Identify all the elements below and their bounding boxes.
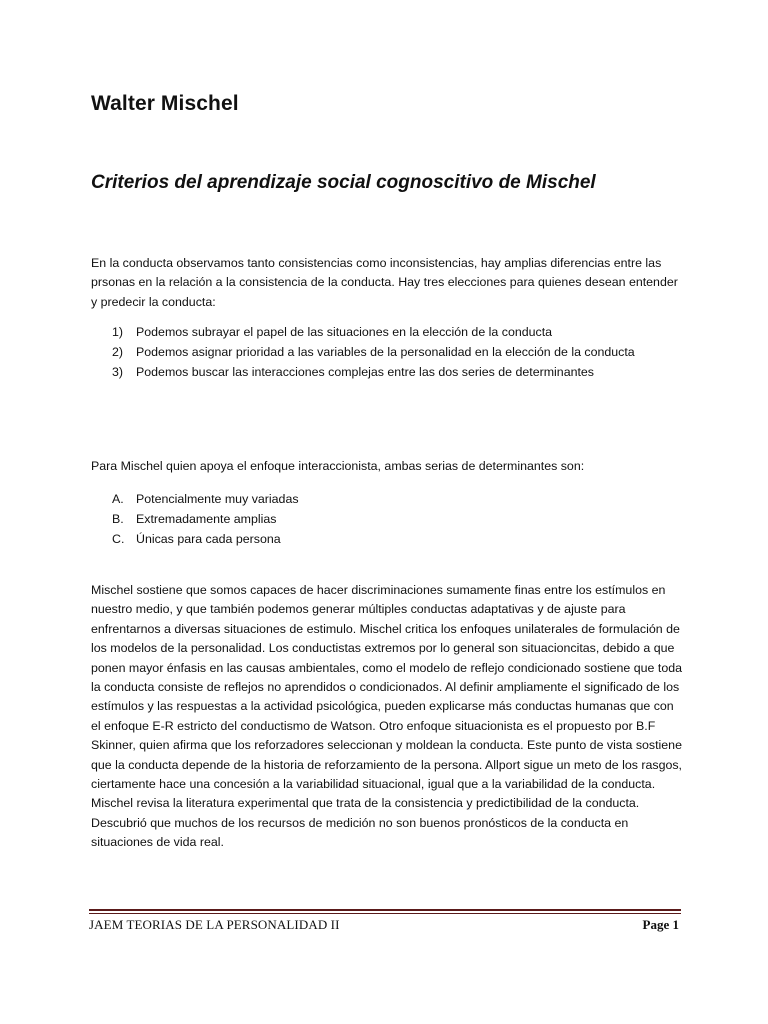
- paragraph-determinants: Para Mischel quien apoya el enfoque interaccionista, ambas serias de determinantes son:: [91, 459, 585, 473]
- list-item-text: Podemos asignar prioridad a las variables de la personalidad en la elección de la conducta: [136, 344, 635, 359]
- footer-divider: [89, 909, 681, 911]
- list-marker: B.: [112, 511, 124, 526]
- footer-divider-thin: [89, 913, 681, 914]
- document-subtitle: Criterios del aprendizaje social cognoscitivo de Mischel: [91, 172, 596, 193]
- numbered-list: [91, 323, 635, 382]
- list-item: [91, 510, 299, 530]
- footer-course-title: JAEM TEORIAS DE LA PERSONALIDAD II: [89, 917, 340, 932]
- list-item: [91, 323, 635, 343]
- list-marker: C.: [112, 531, 125, 546]
- document-title: Walter Mischel: [91, 92, 239, 115]
- list-item: [91, 530, 299, 550]
- list-marker: 3): [112, 364, 124, 379]
- list-item: [91, 343, 635, 363]
- list-item: [91, 363, 635, 383]
- paragraph-intro: En la conducta observamos tanto consistencias como inconsistencias, hay amplias diferencias entre las prsonas en la relación a la consistencia de la conducta. Hay tres elecciones para quienes desean entender y predecir la conducta:: [91, 256, 678, 309]
- list-item-text: Podemos subrayar el papel de las situaciones en la elección de la conducta: [136, 325, 553, 339]
- list-item-text: Podemos buscar las interacciones complejas entre las dos series de determinantes: [136, 364, 594, 379]
- paragraph-body: Mischel sostiene que somos capaces de hacer discriminaciones sumamente finas entre los estímulos en nuestro medio, y que también podemos generar múltiples conductas adaptativas y de ajuste para enfrentarnos a diversas situaciones de estimulo. Mischel critica los enfoques unilaterales de formulación de los modelos de la personalidad. Los conductistas extremos por lo general son situacioncitas, debido a que ponen mayor énfasis en las causas ambientales, como el modelo de reflejo condicionado sostiene que toda la conducta consiste de reflejos no aprendidos o condicionados. Al definir ampliamente el significado de los estímulos y las respuestas a la actividad psicológica, pueden explicarse más conductas humanas que con el enfoque E-R estricto del conductismo de Watson. Otro enfoque situacionista es el propuesto por B.F Skinner, quien afirma que los reforzadores seleccionan y moldean la conducta. Este punto de vista sostiene que la conducta depende de la historia de reforzamiento de la persona. Allport sigue un meto de los rasgos, ciertamente hace una concesión a la variabilidad situacional, igual que a la variabilidad de la conducta. Mischel revisa la literatura experimental que trata de la consistencia y predictibilidad de la conducta. Descubrió que muchos de los recursos de medición no son buenos pronósticos de la conducta en situaciones de vida real.: [91, 583, 682, 850]
- list-marker: A.: [112, 492, 124, 506]
- list-item-text: Extremadamente amplias: [136, 511, 277, 526]
- list-item-text: Únicas para cada persona: [136, 531, 281, 546]
- lettered-list: [91, 490, 299, 549]
- list-marker: 2): [112, 344, 124, 359]
- list-item-text: Potencialmente muy variadas: [136, 492, 299, 506]
- footer-page-number: Page 1: [642, 917, 679, 932]
- list-item: [91, 490, 299, 510]
- list-marker: 1): [112, 325, 124, 339]
